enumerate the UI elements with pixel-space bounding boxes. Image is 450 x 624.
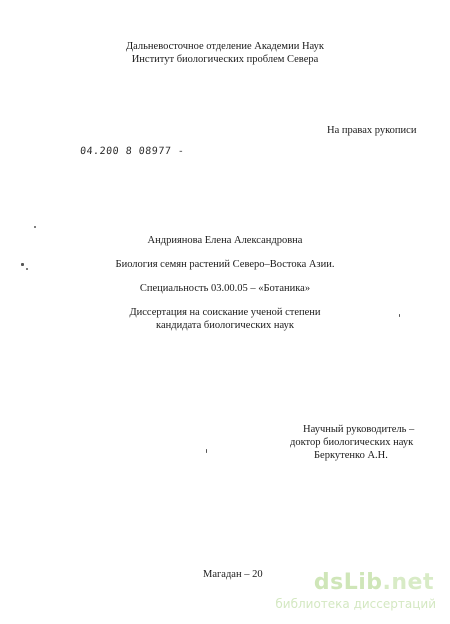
scan-speck (399, 314, 400, 317)
specialty: Специальность 03.00.05 – «Ботаника» (139, 283, 311, 294)
library-stamp: 04.200 8 08977 - (79, 146, 185, 157)
author-name: Андриянова Елена Александровна (147, 235, 303, 246)
dslib-watermark (260, 570, 440, 614)
dslib-subtitle: библиотека диссертаций (275, 597, 436, 611)
scan-speck (26, 268, 28, 270)
institution-line-1: Дальневосточное отделение Академии Наук (125, 41, 325, 52)
supervisor-line-1: Научный руководитель – (303, 424, 415, 435)
institution-line-2: Институт биологических проблем Севера (131, 54, 319, 65)
scan-speck (21, 263, 24, 266)
manuscript-rights: На правах рукописи (327, 125, 417, 136)
degree-line-2: кандидата биологических наук (156, 320, 294, 331)
dslib-logo (314, 570, 434, 595)
thesis-title: Биология семян растений Северо–Востока Азии. (115, 259, 335, 270)
dslib-logo-tld: .net (382, 570, 434, 595)
dslib-logo-main: dsLib (313, 570, 383, 595)
degree-line-1: Диссертация на соискание ученой степени (129, 307, 321, 318)
place-year: Магадан – 20 (203, 569, 263, 580)
supervisor-line-3: Беркутенко А.Н. (314, 450, 388, 461)
scan-speck (34, 226, 36, 228)
supervisor-line-2: доктор биологических наук (290, 437, 414, 448)
scan-speck (206, 449, 207, 453)
